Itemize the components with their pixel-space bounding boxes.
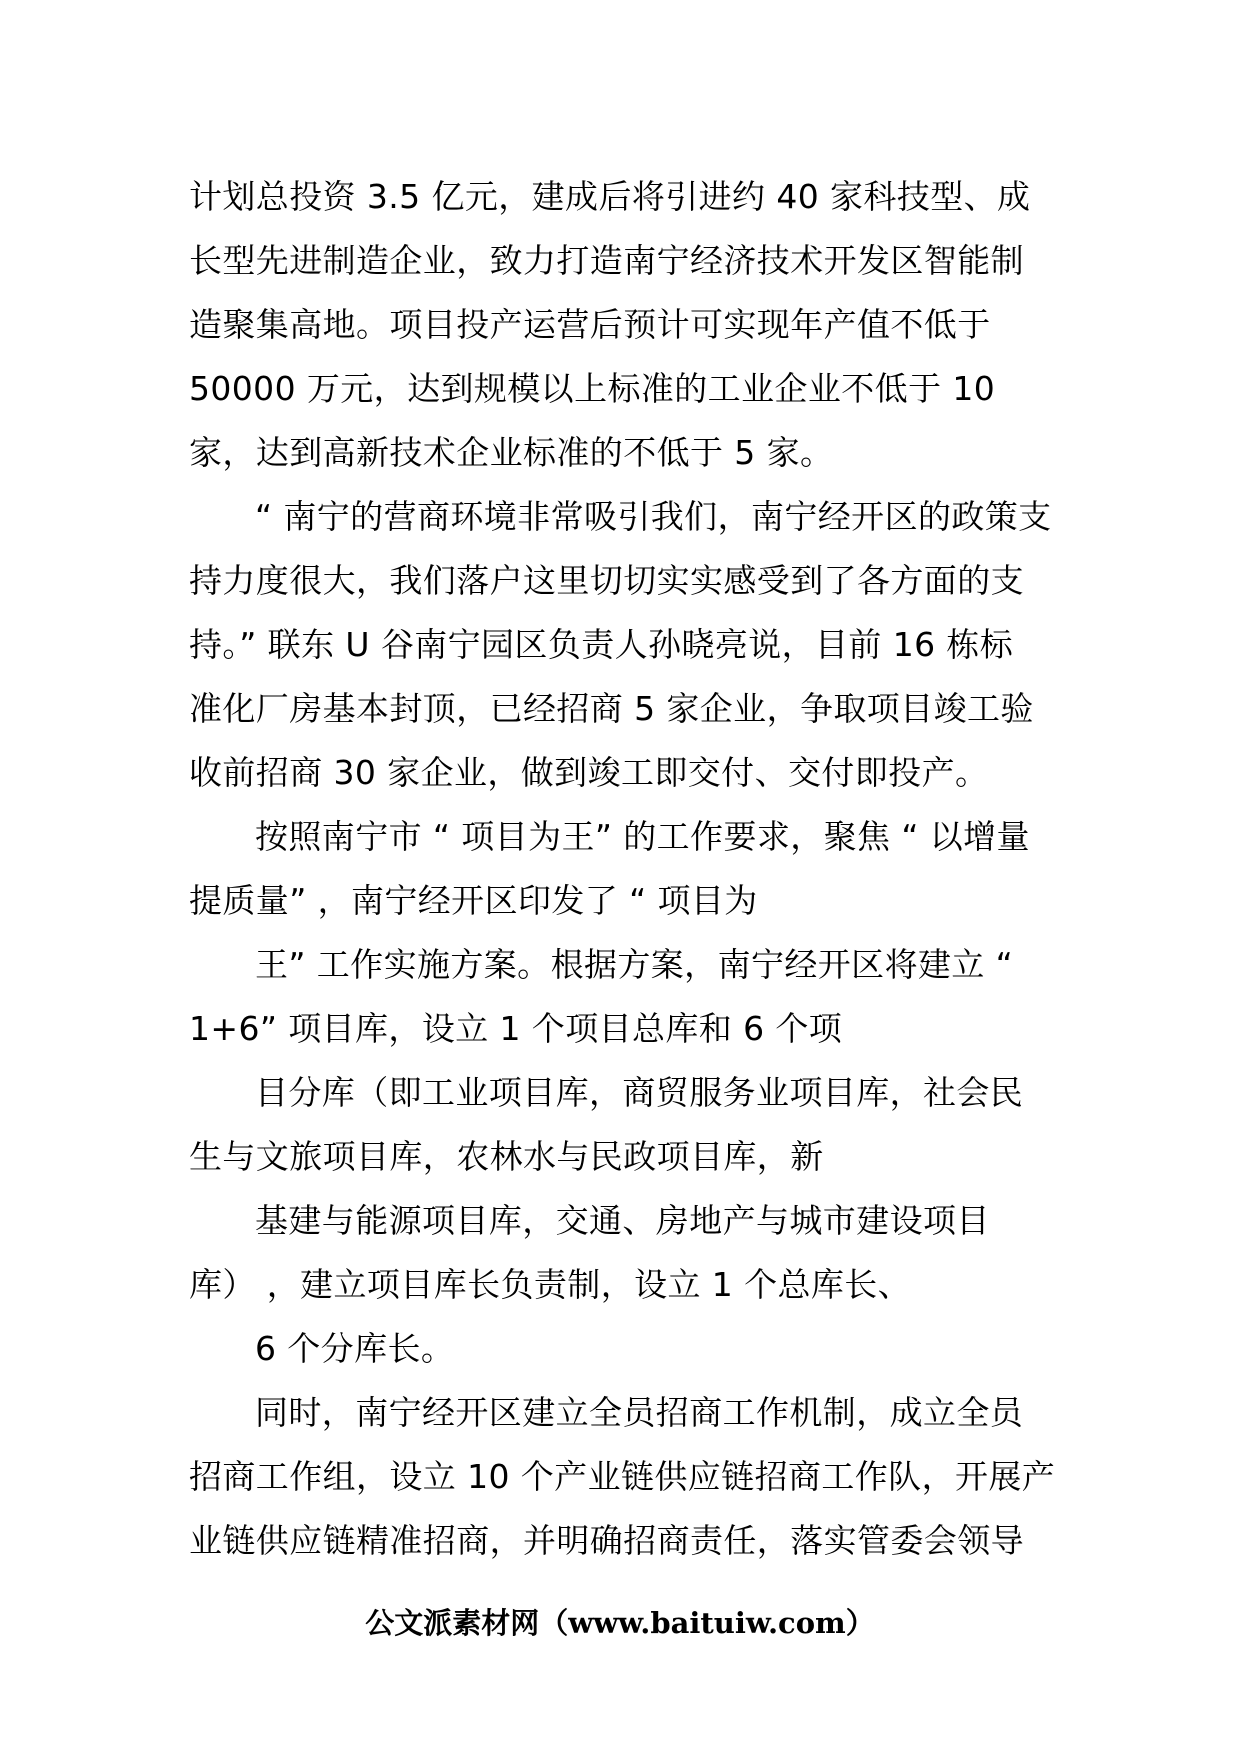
body-line-5: 家，达到高新技术企业标准的不低于 5 家。 [189, 433, 834, 472]
body-line-12: 提质量” ，南宁经开区印发了 “ 项目为 [189, 881, 758, 920]
body-line-17: 基建与能源项目库，交通、房地产与城市建设项目 [255, 1201, 990, 1240]
body-line-3: 造聚集高地。项目投产运营后预计可实现年产值不低于 [189, 305, 991, 344]
body-line-10: 收前招商 30 家企业，做到竣工即交付、交付即投产。 [189, 753, 989, 792]
body-line-8: 持。” 联东 U 谷南宁园区负责人孙晓亮说，目前 16 栋标 [189, 625, 1014, 664]
body-line-13: 王” 工作实施方案。根据方案，南宁经开区将建立 “ [255, 945, 1014, 984]
body-line-18: 库） ，建立项目库长负责制，设立 1 个总库长、 [189, 1265, 912, 1304]
body-line-14: 1+6” 项目库，设立 1 个项目总库和 6 个项 [189, 1009, 843, 1048]
body-line-7: 持力度很大，我们落户这里切切实实感受到了各方面的支 [189, 561, 1024, 600]
body-line-19: 6 个分库长。 [255, 1329, 455, 1368]
body-line-20: 同时，南宁经开区建立全员招商工作机制，成立全员 [255, 1393, 1024, 1432]
body-line-6: “ 南宁的营商环境非常吸引我们，南宁经开区的政策支 [255, 497, 1052, 536]
body-line-11: 按照南宁市 “ 项目为王” 的工作要求，聚焦 “ 以增量 [255, 817, 1030, 856]
body-line-1: 计划总投资 3.5 亿元，建成后将引进约 40 家科技型、成 [189, 177, 1031, 216]
footer-watermark-text: 公文派素材网（www.baituiw.com） [365, 1606, 875, 1640]
body-line-4: 50000 万元，达到规模以上标准的工业企业不低于 10 [189, 369, 996, 408]
body-line-21: 招商工作组，设立 10 个产业链供应链招商工作队，开展产 [189, 1457, 1056, 1496]
body-line-15: 目分库（即工业项目库，商贸服务业项目库，社会民 [255, 1073, 1024, 1112]
body-line-9: 准化厂房基本封顶，已经招商 5 家企业，争取项目竣工验 [189, 689, 1034, 728]
body-line-16: 生与文旅项目库，农林水与民政项目库，新 [189, 1137, 824, 1176]
body-line-2: 长型先进制造企业，致力打造南宁经济技术开发区智能制 [189, 241, 1024, 280]
body-line-22: 业链供应链精准招商，并明确招商责任，落实管委会领导 [189, 1521, 1024, 1560]
